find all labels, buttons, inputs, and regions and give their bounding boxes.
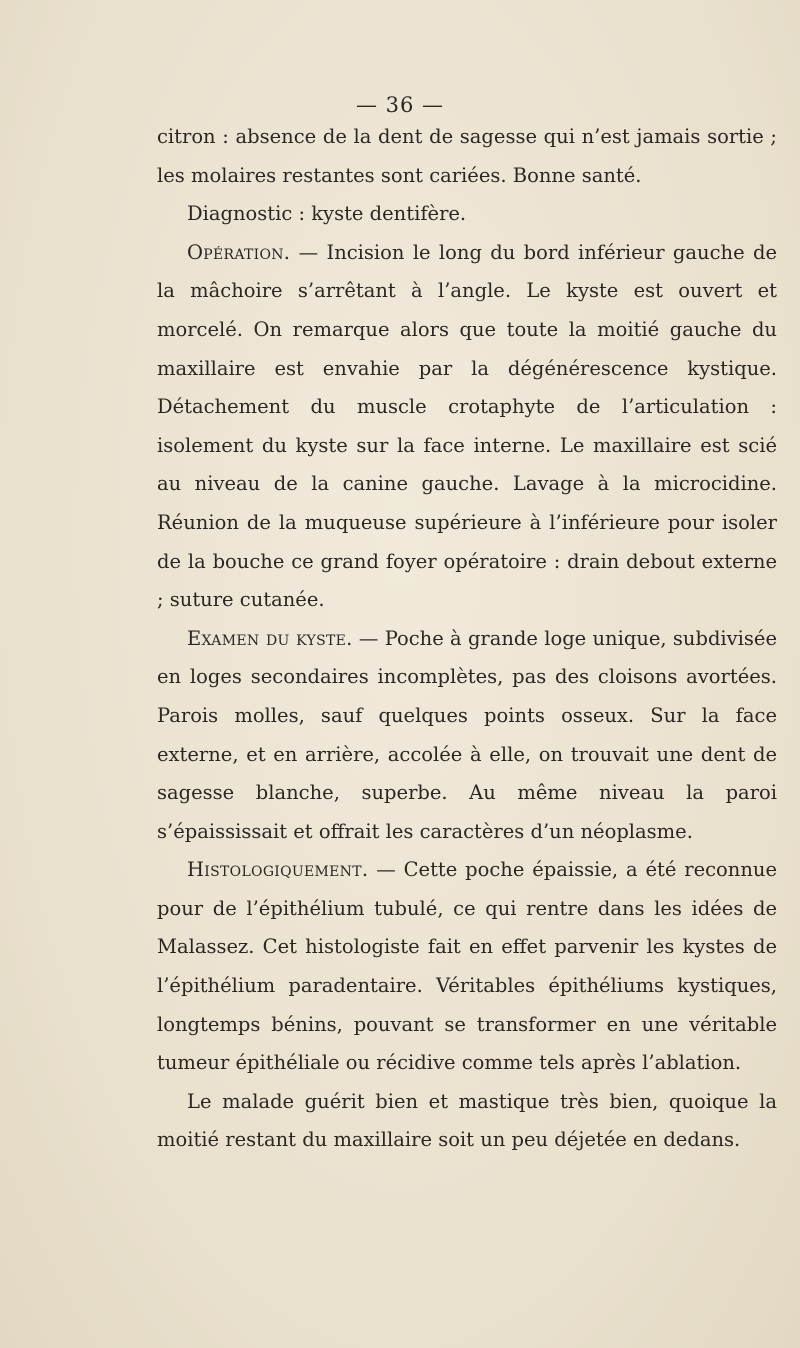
paragraph-case-history [157, 118, 777, 195]
section-lead-histologie: Histologiquement. [187, 858, 369, 882]
paragraph-text: Diagnostic : kyste dentifère. [187, 202, 467, 226]
paragraph-outcome [157, 1083, 777, 1160]
page-number: — 36 — [355, 93, 445, 117]
paragraph-text: — Incision le long du bord inférieur gauche de la mâchoire s’arrêtant à l’angle. Le kyste est ouvert et morcelé. On remarque alors que toute la moitié gauche du maxillaire est envahie par la dégénérescence kystique. Détachement du muscle crotaphyte de l’articulation : isolement du kyste sur la face interne. Le maxillaire est scié au niveau de la canine gauche. Lavage à la microcidine. Réunion de la muqueuse supérieure à l’inférieure pour isoler de la bouche ce grand foyer opératoire : drain debout externe ; suture cutanée. [157, 240, 777, 612]
paragraph-text: — Cette poche épaissie, a été reconnue pour de l’épithélium tubulé, ce qui rentre dans les idées de Malassez. Cet histologiste fait en effet parvenir les kystes de l’épithélium paradentaire. Véritables épithéliums kystiques, longtemps bénins, pouvant se transformer en une véritable tumeur épithéliale ou récidive comme tels après l’ablation. [157, 858, 777, 1075]
section-lead-examen: Examen du kyste. [187, 626, 353, 650]
paragraph-text: — Poche à grande loge unique, subdivisée en loges secondaires incomplètes, pas des cloisons avortées. Parois molles, sauf quelques points osseux. Sur la face externe, et en arrière, accolée à elle, on trouvait une dent de sagesse blanche, superbe. Au même niveau la paroi s’épaississait et offrait les caractères d’un néoplasme. [157, 626, 778, 843]
paragraph-histology [157, 851, 777, 1083]
body-text [157, 118, 777, 1160]
section-lead-operation: Opération. [187, 240, 291, 264]
paragraph-operation [157, 234, 777, 620]
paragraph-text: Le malade guérit bien et mastique très bien, quoique la moitié restant du maxillaire soit un peu déjetée en dedans. [157, 1089, 777, 1152]
paragraph-cyst-examination [157, 620, 777, 852]
paragraph-text: citron : absence de la dent de sagesse qui n’est jamais sortie ; les molaires restantes sont cariées. Bonne santé. [157, 125, 777, 187]
paragraph-diagnostic [157, 195, 777, 234]
